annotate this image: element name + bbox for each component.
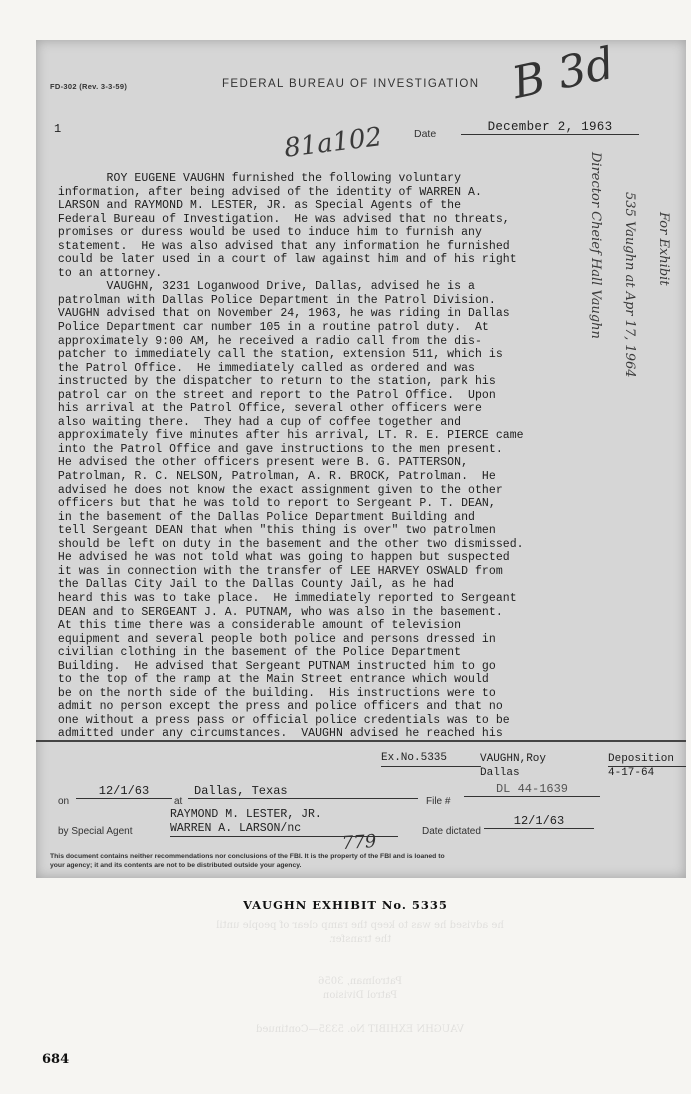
bleed-through-line-1: he advised he was to keep the ramp clear of people until	[216, 920, 504, 931]
statement-line: approximately five minutes after his arrival, LT. R. E. PIERCE came	[44, 429, 524, 443]
on-date-field: 12/1/63	[76, 784, 172, 799]
exhibit-number-rule	[381, 766, 481, 767]
statement-line: information, after being advised of the identity of WARREN A.	[44, 185, 482, 199]
agent-1: RAYMOND M. LESTER, JR.	[170, 808, 322, 821]
date-dictated-label: Date dictated	[422, 826, 481, 837]
witness-line-2: Dallas	[480, 767, 520, 779]
statement-line: patrolman with Dallas Police Department in the Patrol Division.	[44, 293, 496, 307]
witness-line-1: VAUGHN,Roy	[480, 753, 547, 765]
statement-line: civilian clothing in the basement of the Police Department	[44, 646, 462, 660]
statement-line: could be later used in a court of law against him and of his right	[44, 253, 517, 267]
bleed-through-line-4: Patrol Division	[322, 990, 398, 1001]
side-note-3: For Exhibit	[656, 212, 671, 286]
page-indicator: 1	[54, 122, 62, 136]
agency-title: FEDERAL BUREAU OF INVESTIGATION	[222, 78, 480, 90]
date-dictated-field: 12/1/63	[484, 814, 594, 829]
page-number: 684	[42, 1052, 70, 1067]
statement-line: Patrolman, R. C. NELSON, Patrolman, A. R. BROCK, Patrolman. He	[44, 470, 496, 484]
statement-line: tell Sergeant DEAN that when "this thing is over" two patrolmen	[44, 524, 496, 538]
statement-line: into the Patrol Office and gave instructions to the men present.	[44, 442, 503, 456]
bleed-through-line-3: Patrolman, 3056	[318, 976, 402, 987]
statement-line: patrol car on the street and report to the Patrol Office. Upon	[44, 388, 496, 402]
statement-line: VAUGHN advised that on November 24, 1963, he was riding in Dallas	[44, 307, 510, 321]
statement-line: the Dallas City Jail to the Dallas County Jail, as he had	[44, 578, 455, 592]
special-agent-label: by Special Agent	[58, 826, 133, 837]
statement-line: Building. He advised that Sergeant PUTNAM instructed him to go	[44, 659, 496, 673]
form-number: FD-302 (Rev. 3-3-59)	[50, 82, 128, 91]
handwritten-signature: 779	[341, 830, 378, 855]
statement-line: advised he does not know the exact assignment given to the other	[44, 483, 503, 497]
statement-line: He advised the other officers present were B. G. PATTERSON,	[44, 456, 469, 470]
statement-line: to an attorney.	[44, 266, 163, 280]
exhibit-number: Ex.No.5335	[381, 752, 448, 764]
statement-line: officers but that he was told to report to Sergeant P. T. DEAN,	[44, 497, 496, 511]
witness-name	[480, 752, 570, 780]
date-value: December 2, 1963	[461, 120, 639, 135]
statement-line: it was in connection with the transfer of LEE HARVEY OSWALD from	[44, 564, 503, 578]
deposition-line-1: Deposition	[608, 753, 675, 765]
statement-line: LARSON and RAYMOND M. LESTER, JR. as Special Agents of the	[44, 199, 462, 213]
fd302-document	[36, 37, 686, 878]
statement-line: be on the north side of the building. His instructions were to	[44, 686, 496, 700]
statement-line: Police Department car number 105 in a routine patrol duty. At	[44, 321, 489, 335]
statement-line: one without a press pass or official police credentials was to be	[44, 713, 510, 727]
statement-line: VAUGHN, 3231 Loganwood Drive, Dallas, advised he is a	[44, 280, 475, 294]
at-label: at	[174, 796, 183, 807]
statement-line: He advised he was not told what was going to happen but suspected	[44, 551, 510, 565]
file-label: File #	[426, 796, 451, 807]
statement-line: approximately 9:00 AM, he received a radio call from the dis-	[44, 334, 482, 348]
file-number-field: DL 44-1639	[464, 782, 600, 797]
statement-line: his arrival at the Patrol Office, several other officers were	[44, 402, 482, 416]
statement-line: ROY EUGENE VAUGHN furnished the following voluntary	[44, 172, 462, 185]
statement-line: admit no person except the press and police officers and that no	[44, 700, 503, 714]
statement-body	[44, 172, 604, 741]
deposition-rule	[608, 766, 686, 767]
footer-rule	[36, 740, 686, 742]
statement-line: statement. He was also advised that any information he furnished	[44, 239, 510, 253]
statement-line: the Patrol Office. He immediately called as ordered and was	[44, 361, 475, 375]
statement-line: also waiting there. They had a cup of coffee together and	[44, 415, 462, 429]
statement-line: admitted under any circumstances. VAUGHN advised he reached his	[44, 727, 503, 741]
exhibit-caption: VAUGHN EXHIBIT No. 5335	[243, 898, 448, 912]
statement-line: patcher to immediately call the station, extension 511, which is	[44, 348, 503, 362]
side-note-1: Director Cheief Hall Vaughn	[588, 152, 603, 339]
disclaimer-line-1: This document contains neither recommendations nor conclusions of the FBI. It is the property of the FBI and is loaned to	[50, 853, 445, 860]
agent-2: WARREN A. LARSON/nc	[170, 822, 302, 835]
statement-line: to the top of the ramp at the Main Street entrance which would	[44, 673, 489, 687]
statement-line: instructed by the dispatcher to return to the station, park his	[44, 375, 496, 389]
handwritten-file-mark: 81a102	[282, 122, 384, 164]
fbi-disclaimer	[50, 852, 670, 870]
statement-line: equipment and several people both police and persons dressed in	[44, 632, 496, 646]
statement-line: At this time there was a considerable amount of television	[44, 619, 462, 633]
date-label: Date	[414, 128, 437, 140]
disclaimer-line-2: your agency; it and its contents are not to be distributed outside your agency.	[50, 862, 302, 869]
deposition-line-2: 4-17-64	[608, 767, 655, 779]
statement-line: Federal Bureau of Investigation. He was advised that no threats,	[44, 212, 510, 226]
on-label: on	[58, 796, 70, 807]
bleed-through-line-5: VAUGHN EXHIBIT No. 5335—Continued	[256, 1024, 464, 1035]
bleed-through-line-2: the transfer.	[328, 934, 392, 945]
statement-line: DEAN and to SERGEANT J. A. PUTNAM, who was also in the basement.	[44, 605, 503, 619]
side-note-2: 535 Vaughn at Apr 17, 1964	[622, 192, 637, 378]
at-location-field: Dallas, Texas	[188, 784, 418, 799]
handwritten-corner-mark: B 3d	[507, 37, 619, 110]
statement-line: heard this was to take place. He immediately reported to Sergeant	[44, 591, 517, 605]
statement-line: should be left on duty in the basement and the other two dismissed.	[44, 537, 524, 551]
statement-line: in the basement of the Dallas Police Department Building and	[44, 510, 475, 524]
statement-line: promises or duress would be used to induce him to furnish any	[44, 226, 482, 240]
